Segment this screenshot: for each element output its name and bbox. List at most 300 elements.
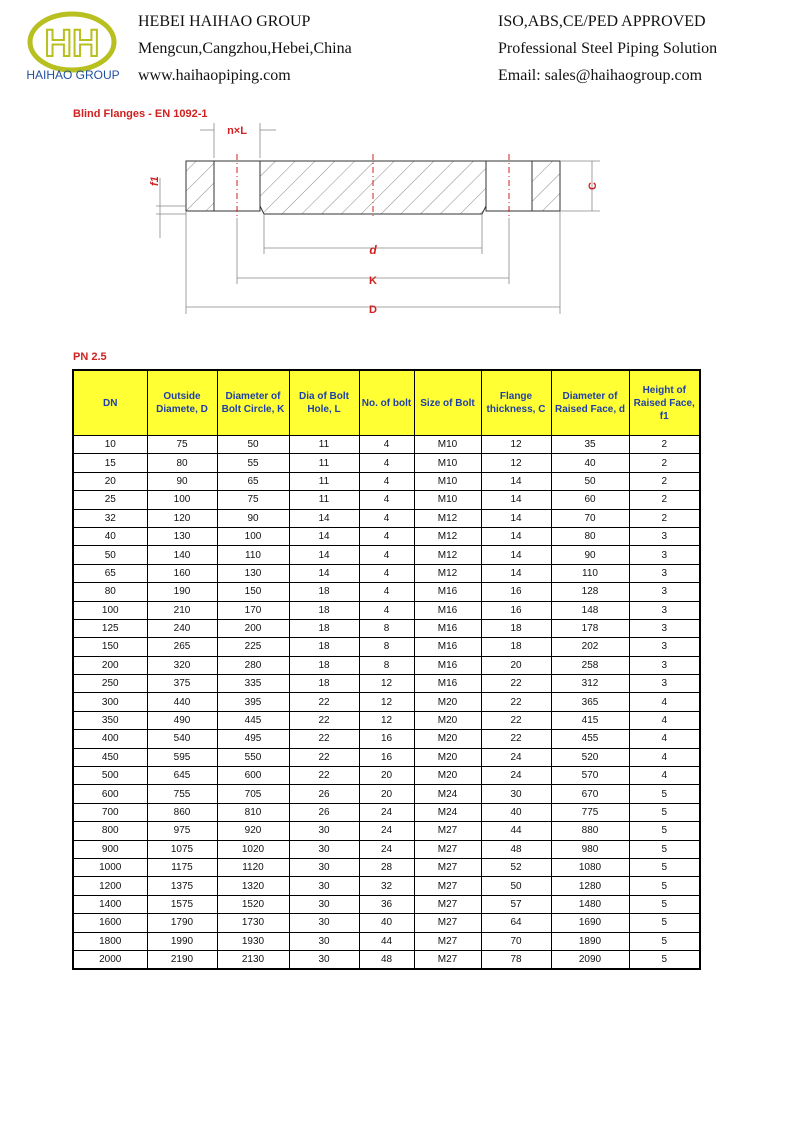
table-cell: 3 (629, 527, 700, 545)
table-cell: 30 (289, 895, 359, 913)
table-cell: 26 (289, 803, 359, 821)
col-header-no-of-bolt: No. of bolt (359, 370, 414, 436)
table-cell: 975 (147, 822, 217, 840)
table-header-row (73, 370, 700, 436)
table-cell: 1600 (73, 914, 147, 932)
table-cell: 90 (147, 472, 217, 490)
table-cell: 1730 (217, 914, 289, 932)
table-cell: 350 (73, 711, 147, 729)
table-cell: 4 (359, 546, 414, 564)
table-cell: 18 (289, 601, 359, 619)
table-cell: 3 (629, 601, 700, 619)
table-cell: 12 (359, 693, 414, 711)
table-cell: 90 (217, 509, 289, 527)
table-cell: 365 (551, 693, 629, 711)
table-row (73, 932, 700, 950)
table-cell: 3 (629, 619, 700, 637)
table-cell: M16 (414, 619, 481, 637)
table-cell: 755 (147, 785, 217, 803)
table-cell: 860 (147, 803, 217, 821)
table-cell: 57 (481, 895, 551, 913)
table-cell: 415 (551, 711, 629, 729)
table-cell: 700 (73, 803, 147, 821)
table-cell: 50 (481, 877, 551, 895)
table-cell: 30 (289, 822, 359, 840)
table-body (73, 436, 700, 970)
table-cell: M12 (414, 564, 481, 582)
table-cell: 4 (629, 730, 700, 748)
table-cell: 24 (359, 822, 414, 840)
table-cell: 18 (289, 619, 359, 637)
table-cell: M24 (414, 785, 481, 803)
table-cell: 5 (629, 877, 700, 895)
table-cell: M12 (414, 527, 481, 545)
table-row (73, 914, 700, 932)
table-cell: 190 (147, 583, 217, 601)
table-cell: 8 (359, 656, 414, 674)
table-cell: 110 (551, 564, 629, 582)
table-cell: 1075 (147, 840, 217, 858)
table-cell: 22 (289, 748, 359, 766)
table-cell: 14 (289, 509, 359, 527)
table-cell: 800 (73, 822, 147, 840)
table-cell: 75 (217, 491, 289, 509)
table-cell: 1320 (217, 877, 289, 895)
table-row (73, 491, 700, 509)
table-cell: 4 (629, 711, 700, 729)
table-cell: M24 (414, 803, 481, 821)
table-cell: 130 (147, 527, 217, 545)
col-header-raised-face-height: Height of Raised Face, f1 (629, 370, 700, 436)
table-cell: 16 (481, 601, 551, 619)
table-cell: 2 (629, 491, 700, 509)
table-row (73, 472, 700, 490)
table-row (73, 583, 700, 601)
table-cell: 570 (551, 767, 629, 785)
table-cell: 1690 (551, 914, 629, 932)
table-row (73, 693, 700, 711)
table-row (73, 858, 700, 876)
company-name: HEBEI HAIHAO GROUP (138, 13, 311, 30)
table-cell: 11 (289, 454, 359, 472)
table-cell: 250 (73, 675, 147, 693)
dim-nxl: n×L (227, 125, 247, 137)
table-cell: 150 (217, 583, 289, 601)
table-cell: 75 (147, 436, 217, 454)
table-cell: 980 (551, 840, 629, 858)
table-cell: 100 (147, 491, 217, 509)
table-cell: 80 (551, 527, 629, 545)
table-cell: 18 (481, 638, 551, 656)
table-row (73, 546, 700, 564)
table-cell: 400 (73, 730, 147, 748)
table-cell: 20 (359, 785, 414, 803)
table-cell: 28 (359, 858, 414, 876)
table-cell: 595 (147, 748, 217, 766)
table-cell: M20 (414, 767, 481, 785)
table-cell: 50 (551, 472, 629, 490)
table-cell: 24 (481, 748, 551, 766)
table-cell: 1790 (147, 914, 217, 932)
table-cell: 140 (147, 546, 217, 564)
table-row (73, 840, 700, 858)
company-address: Mengcun,Cangzhou,Hebei,China (138, 40, 352, 57)
table-cell: 4 (359, 436, 414, 454)
table-row (73, 803, 700, 821)
table-cell: 14 (289, 527, 359, 545)
dim-d-small: d (369, 243, 377, 257)
table-cell: 110 (217, 546, 289, 564)
table-cell: 240 (147, 619, 217, 637)
table-cell: 8 (359, 619, 414, 637)
table-cell: 455 (551, 730, 629, 748)
table-cell: 265 (147, 638, 217, 656)
table-cell: M27 (414, 858, 481, 876)
table-cell: 14 (481, 527, 551, 545)
table-cell: 12 (359, 675, 414, 693)
table-cell: 225 (217, 638, 289, 656)
table-cell: 5 (629, 840, 700, 858)
approval-text: ISO,ABS,CE/PED APPROVED (498, 13, 706, 30)
table-cell: 600 (217, 767, 289, 785)
table-cell: 1890 (551, 932, 629, 950)
table-cell: M20 (414, 730, 481, 748)
table-cell: 35 (551, 436, 629, 454)
table-cell: 14 (289, 564, 359, 582)
table-cell: 4 (359, 454, 414, 472)
table-cell: M27 (414, 895, 481, 913)
table-cell: 50 (73, 546, 147, 564)
table-cell: 100 (73, 601, 147, 619)
table-cell: 2 (629, 472, 700, 490)
table-cell: M16 (414, 656, 481, 674)
table-cell: 30 (481, 785, 551, 803)
flange-spec-table (72, 369, 701, 970)
table-cell: 18 (289, 675, 359, 693)
table-cell: 210 (147, 601, 217, 619)
table-cell: 1280 (551, 877, 629, 895)
table-cell: 170 (217, 601, 289, 619)
table-cell: M20 (414, 693, 481, 711)
col-header-bolt-circle: Diameter of Bolt Circle, K (217, 370, 289, 436)
table-cell: 12 (359, 711, 414, 729)
table-cell: 1120 (217, 858, 289, 876)
table-cell: 11 (289, 472, 359, 490)
table-cell: 312 (551, 675, 629, 693)
table-cell: 202 (551, 638, 629, 656)
table-cell: 300 (73, 693, 147, 711)
table-cell: 1200 (73, 877, 147, 895)
table-cell: 5 (629, 785, 700, 803)
table-cell: 160 (147, 564, 217, 582)
table-cell: 15 (73, 454, 147, 472)
company-website[interactable]: www.haihaopiping.com (138, 67, 291, 84)
table-cell: 4 (359, 472, 414, 490)
table-cell: 1930 (217, 932, 289, 950)
table-row (73, 638, 700, 656)
table-cell: 5 (629, 803, 700, 821)
table-cell: 36 (359, 895, 414, 913)
table-cell: 540 (147, 730, 217, 748)
table-cell: M20 (414, 748, 481, 766)
table-cell: 1400 (73, 895, 147, 913)
table-cell: 450 (73, 748, 147, 766)
table-cell: 490 (147, 711, 217, 729)
table-cell: 4 (359, 583, 414, 601)
table-cell: M20 (414, 711, 481, 729)
table-cell: 12 (481, 436, 551, 454)
table-cell: M16 (414, 675, 481, 693)
table-cell: M27 (414, 877, 481, 895)
table-cell: 200 (73, 656, 147, 674)
table-cell: 3 (629, 638, 700, 656)
table-cell: 150 (73, 638, 147, 656)
table-cell: 11 (289, 436, 359, 454)
flange-drawing (140, 118, 620, 328)
table-cell: 100 (217, 527, 289, 545)
table-cell: 30 (289, 914, 359, 932)
table-cell: M27 (414, 932, 481, 950)
table-cell: 5 (629, 822, 700, 840)
table-cell: M10 (414, 436, 481, 454)
table-cell: 1800 (73, 932, 147, 950)
table-cell: 20 (73, 472, 147, 490)
table-row (73, 877, 700, 895)
table-cell: M10 (414, 491, 481, 509)
table-cell: 3 (629, 583, 700, 601)
table-cell: 2090 (551, 950, 629, 969)
table-cell: 1375 (147, 877, 217, 895)
table-cell: 65 (73, 564, 147, 582)
table-cell: 500 (73, 767, 147, 785)
table-cell: 5 (629, 950, 700, 969)
contact-email[interactable]: Email: sales@haihaogroup.com (498, 67, 703, 84)
table-cell: 335 (217, 675, 289, 693)
table-cell: 258 (551, 656, 629, 674)
table-row (73, 730, 700, 748)
col-header-bolt-hole: Dia of Bolt Hole, L (289, 370, 359, 436)
table-cell: 2 (629, 509, 700, 527)
table-cell: 880 (551, 822, 629, 840)
table-cell: 5 (629, 895, 700, 913)
table-cell: 4 (629, 767, 700, 785)
tagline: Professional Steel Piping Solution (498, 40, 718, 57)
table-cell: 3 (629, 546, 700, 564)
table-cell: 705 (217, 785, 289, 803)
table-cell: M10 (414, 454, 481, 472)
table-cell: 5 (629, 932, 700, 950)
table-cell: 495 (217, 730, 289, 748)
table-cell: 48 (359, 950, 414, 969)
table-cell: 130 (217, 564, 289, 582)
table-cell: M16 (414, 601, 481, 619)
table-cell: 18 (289, 656, 359, 674)
table-cell: 11 (289, 491, 359, 509)
col-header-outside-diameter: Outside Diamete, D (147, 370, 217, 436)
table-row (73, 767, 700, 785)
table-cell: 40 (73, 527, 147, 545)
logo-name: HAIHAO GROUP (26, 68, 120, 82)
table-cell: 70 (551, 509, 629, 527)
pressure-class: PN 2.5 (73, 351, 107, 363)
table-cell: 1480 (551, 895, 629, 913)
table-cell: 1175 (147, 858, 217, 876)
table-cell: M12 (414, 509, 481, 527)
table-cell: 600 (73, 785, 147, 803)
table-cell: 65 (217, 472, 289, 490)
table-cell: 14 (481, 472, 551, 490)
table-cell: 30 (289, 858, 359, 876)
table-cell: 40 (359, 914, 414, 932)
table-cell: 5 (629, 914, 700, 932)
table-cell: 32 (73, 509, 147, 527)
table-cell: 30 (289, 950, 359, 969)
table-cell: 22 (289, 693, 359, 711)
table-cell: 22 (481, 675, 551, 693)
table-row (73, 950, 700, 969)
table-cell: 26 (289, 785, 359, 803)
table-cell: 55 (217, 454, 289, 472)
table-row (73, 436, 700, 454)
table-cell: 44 (359, 932, 414, 950)
table-cell: 80 (147, 454, 217, 472)
table-cell: 52 (481, 858, 551, 876)
table-cell: 178 (551, 619, 629, 637)
table-row (73, 527, 700, 545)
table-cell: M16 (414, 638, 481, 656)
table-cell: 5 (629, 858, 700, 876)
table-cell: 4 (359, 527, 414, 545)
table-cell: 395 (217, 693, 289, 711)
table-cell: 2130 (217, 950, 289, 969)
table-cell: 900 (73, 840, 147, 858)
table-cell: 375 (147, 675, 217, 693)
table-cell: M27 (414, 840, 481, 858)
table-cell: 440 (147, 693, 217, 711)
table-row (73, 675, 700, 693)
table-cell: 645 (147, 767, 217, 785)
table-cell: 320 (147, 656, 217, 674)
table-cell: 22 (289, 767, 359, 785)
logo-letters: HH (44, 23, 100, 65)
table-cell: 24 (481, 767, 551, 785)
dim-d-big: D (369, 304, 377, 316)
table-cell: 30 (289, 877, 359, 895)
col-header-flange-thickness: Flange thickness, C (481, 370, 551, 436)
table-cell: 1000 (73, 858, 147, 876)
table-row (73, 619, 700, 637)
table-cell: 16 (359, 730, 414, 748)
table-cell: 1080 (551, 858, 629, 876)
table-cell: 4 (359, 601, 414, 619)
table-cell: 24 (359, 803, 414, 821)
table-row (73, 509, 700, 527)
table-cell: 128 (551, 583, 629, 601)
col-header-dn: DN (73, 370, 147, 436)
table-cell: 30 (289, 840, 359, 858)
table-cell: 8 (359, 638, 414, 656)
table-cell: 1520 (217, 895, 289, 913)
table-cell: 14 (481, 546, 551, 564)
table-cell: 60 (551, 491, 629, 509)
table-row (73, 895, 700, 913)
table-cell: 22 (289, 711, 359, 729)
dim-c: C (587, 182, 599, 190)
table-cell: 22 (481, 711, 551, 729)
dim-f1: f1 (149, 176, 161, 186)
table-cell: 20 (359, 767, 414, 785)
table-cell: 4 (359, 491, 414, 509)
table-cell: 25 (73, 491, 147, 509)
table-cell: M27 (414, 822, 481, 840)
table-cell: 4 (629, 748, 700, 766)
table-cell: 4 (629, 693, 700, 711)
table-cell: 78 (481, 950, 551, 969)
table-cell: 200 (217, 619, 289, 637)
table-cell: 44 (481, 822, 551, 840)
table-cell: 90 (551, 546, 629, 564)
table-cell: 16 (359, 748, 414, 766)
section-title: Blind Flanges - EN 1092-1 (73, 108, 208, 120)
table-row (73, 454, 700, 472)
table-cell: 4 (359, 509, 414, 527)
table-cell: 16 (481, 583, 551, 601)
table-cell: 80 (73, 583, 147, 601)
table-cell: 20 (481, 656, 551, 674)
table-cell: 32 (359, 877, 414, 895)
table-cell: 14 (481, 509, 551, 527)
table-cell: 14 (289, 546, 359, 564)
table-cell: 920 (217, 822, 289, 840)
table-cell: M16 (414, 583, 481, 601)
table-cell: 1575 (147, 895, 217, 913)
col-header-raised-face-diameter: Diameter of Raised Face, d (551, 370, 629, 436)
table-row (73, 822, 700, 840)
table-cell: 22 (481, 693, 551, 711)
table-cell: M10 (414, 472, 481, 490)
table-cell: 40 (481, 803, 551, 821)
table-cell: 22 (481, 730, 551, 748)
table-row (73, 785, 700, 803)
table-cell: M27 (414, 950, 481, 969)
table-cell: 3 (629, 656, 700, 674)
table-cell: 18 (481, 619, 551, 637)
table-cell: 810 (217, 803, 289, 821)
table-cell: 10 (73, 436, 147, 454)
table-cell: 18 (289, 583, 359, 601)
table-cell: 40 (551, 454, 629, 472)
table-cell: 18 (289, 638, 359, 656)
table-cell: 775 (551, 803, 629, 821)
table-cell: 22 (289, 730, 359, 748)
table-row (73, 748, 700, 766)
table-row (73, 711, 700, 729)
table-cell: 64 (481, 914, 551, 932)
table-cell: 1020 (217, 840, 289, 858)
table-cell: 70 (481, 932, 551, 950)
table-cell: 2190 (147, 950, 217, 969)
table-cell: 2 (629, 454, 700, 472)
table-row (73, 564, 700, 582)
table-cell: 1990 (147, 932, 217, 950)
table-cell: 14 (481, 491, 551, 509)
table-cell: 3 (629, 564, 700, 582)
table-row (73, 656, 700, 674)
table-cell: 148 (551, 601, 629, 619)
table-cell: 30 (289, 932, 359, 950)
table-cell: M27 (414, 914, 481, 932)
table-cell: 14 (481, 564, 551, 582)
